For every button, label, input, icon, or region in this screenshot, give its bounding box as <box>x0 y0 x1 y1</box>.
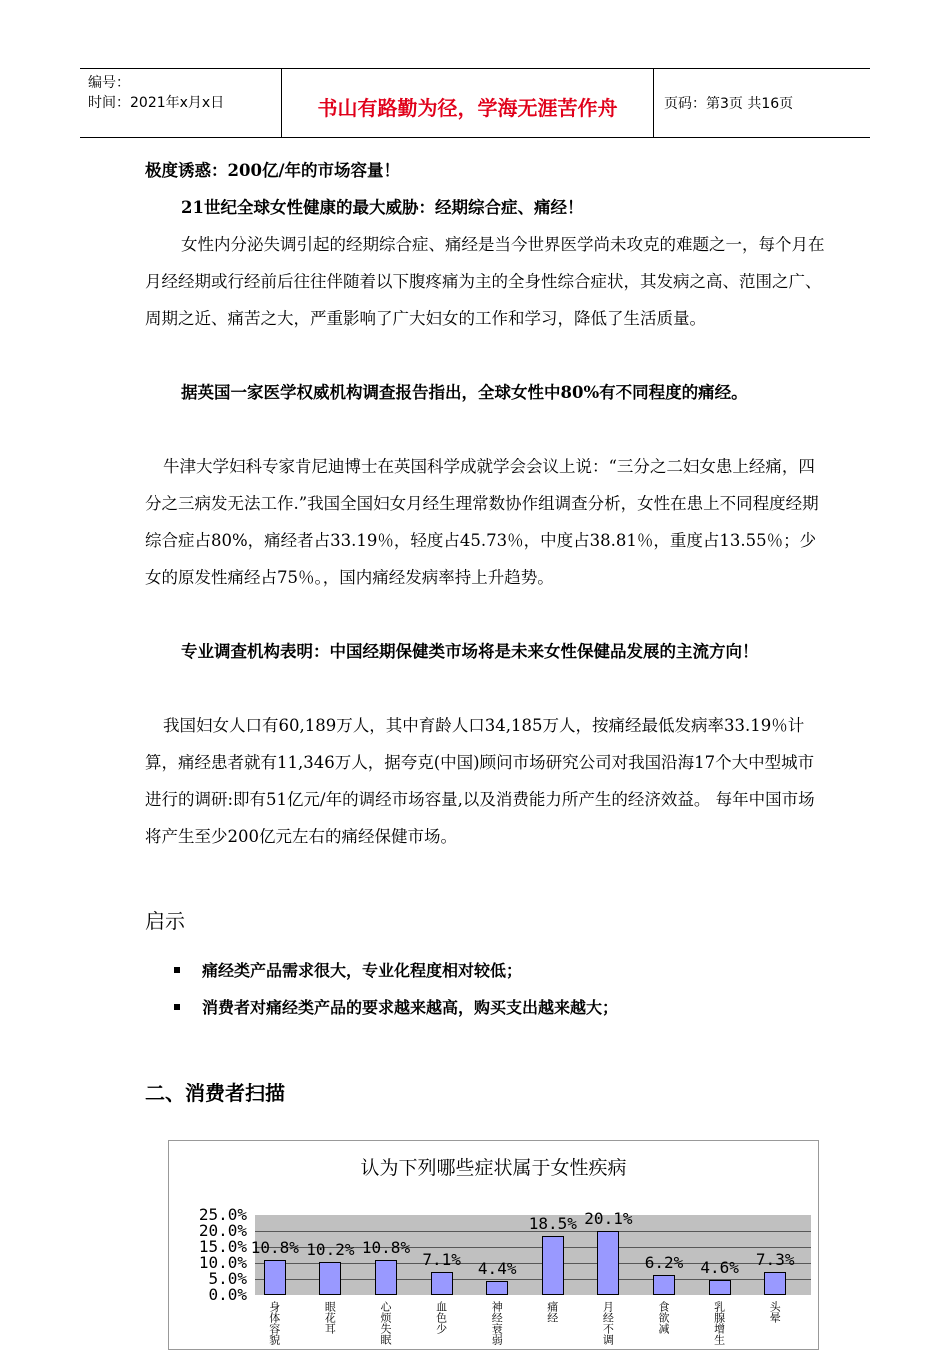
headline-threat: 21世纪全球女性健康的最大威胁：经期综合症、痛经！ <box>181 198 584 217</box>
header-motto: 书山有路勤为径，学海无涯苦作舟 <box>282 69 654 137</box>
data-label: 7.1% <box>422 1250 461 1270</box>
data-label: 4.6% <box>700 1258 739 1278</box>
list-item: 消费者对痛经类产品的要求越来越高，购买支出越来越大； <box>172 989 618 1026</box>
page-header <box>80 68 870 138</box>
x-tick-label: 血色少 <box>434 1301 448 1334</box>
bar <box>319 1262 341 1295</box>
bar-chart <box>168 1140 819 1350</box>
data-label: 7.3% <box>755 1249 795 1269</box>
paragraph-market-size: 我国妇女人口有60,189万人，其中育龄人口34,185万人，按痛经最低发病率33.19％计算，痛经患者就有11,346万人，据夸克(中国)顾问市场研究公司对我国沿海17个大中型城市进行的调研:即有51亿元/年的调经市场容量,以及消费能力所产生的经济效益。 每年中国市场将产生至少200亿元左右的痛经保健市场。 <box>145 716 815 846</box>
x-tick-label: 眼花耳 <box>323 1301 337 1334</box>
list-item: 痛经类产品需求很大，专业化程度相对较低； <box>172 952 618 989</box>
bar <box>709 1280 731 1295</box>
x-tick-label: 月经不调 <box>601 1301 615 1345</box>
bar <box>431 1272 453 1295</box>
bar <box>375 1260 397 1295</box>
x-tick-label: 乳腺增生 <box>712 1301 726 1345</box>
data-label: 6.2% <box>644 1253 684 1273</box>
time-label: 时间：2021年x月x日 <box>88 95 225 111</box>
x-tick-label: 食欲减 <box>657 1301 670 1334</box>
insight-list <box>172 952 618 1026</box>
data-label: 10.8% <box>250 1238 299 1258</box>
y-tick-label: 25.0% <box>198 1205 247 1224</box>
paragraph-survey: 据英国一家医学权威机构调查报告指出，全球女性中80%有不同程度的痛经。 <box>181 383 748 402</box>
data-label: 4.4% <box>477 1258 517 1278</box>
paragraph-stats: 牛津大学妇科专家肯尼迪博士在英国科学成就学会会议上说：“三分之二妇女患上经痛，四分之三病发无法工作.”我国全国妇女月经生理常数协作组调查分析，女性在患上不同程度经期综合症占80%，痛经者占33.19％，轻度占45.73％，中度占38.81％，重度占13.55％；少女的原发性痛经占75％。，国内痛经发病率持上升趋势。 <box>145 457 819 587</box>
bar <box>764 1272 786 1295</box>
bar <box>486 1281 508 1295</box>
y-tick-label: 0.0% <box>208 1285 247 1304</box>
chart-title: 认为下列哪些症状属于女性疾病 <box>360 1157 627 1179</box>
section-title: 二、消费者扫描 <box>145 1081 285 1105</box>
x-tick-label: 头晕 <box>768 1301 782 1323</box>
headline-market: 极度诱惑：200亿/年的市场容量！ <box>145 161 400 180</box>
x-tick-label: 痛经 <box>545 1301 559 1323</box>
data-label: 10.2% <box>306 1240 355 1260</box>
data-label: 20.1% <box>584 1208 633 1228</box>
page-info: 页码：第3页 共16页 <box>664 96 794 112</box>
y-tick-label: 10.0% <box>198 1253 247 1272</box>
bar <box>597 1231 619 1295</box>
header-meta <box>80 69 282 137</box>
bar <box>542 1236 564 1295</box>
bullet-icon <box>174 967 180 973</box>
bar <box>264 1260 286 1295</box>
x-tick-label: 心烦失眠 <box>379 1301 392 1345</box>
y-tick-label: 15.0% <box>198 1237 247 1256</box>
data-label: 18.5% <box>528 1213 577 1233</box>
code-label: 编号： <box>88 75 130 91</box>
insight-title: 启示 <box>145 909 185 933</box>
y-tick-label: 20.0% <box>198 1221 247 1240</box>
bar <box>653 1275 675 1295</box>
y-tick-label: 5.0% <box>208 1269 247 1288</box>
bullet-icon <box>174 1004 180 1010</box>
x-tick-label: 身体容貌 <box>267 1301 281 1345</box>
data-label: 10.8% <box>361 1238 411 1258</box>
paragraph-trend: 专业调查机构表明：中国经期保健类市场将是未来女性保健品发展的主流方向！ <box>181 642 759 661</box>
x-tick-label: 神经衰弱 <box>490 1301 504 1345</box>
paragraph-intro: 女性内分泌失调引起的经期综合症、痛经是当今世界医学尚未攻克的难题之一，每个月在月经经期或行经前后往往伴随着以下腹疼痛为主的全身性综合症状，其发病之高、范围之广、周期之近、痛苦之大，严重影响了广大妇女的工作和学习，降低了生活质量。 <box>145 235 825 328</box>
